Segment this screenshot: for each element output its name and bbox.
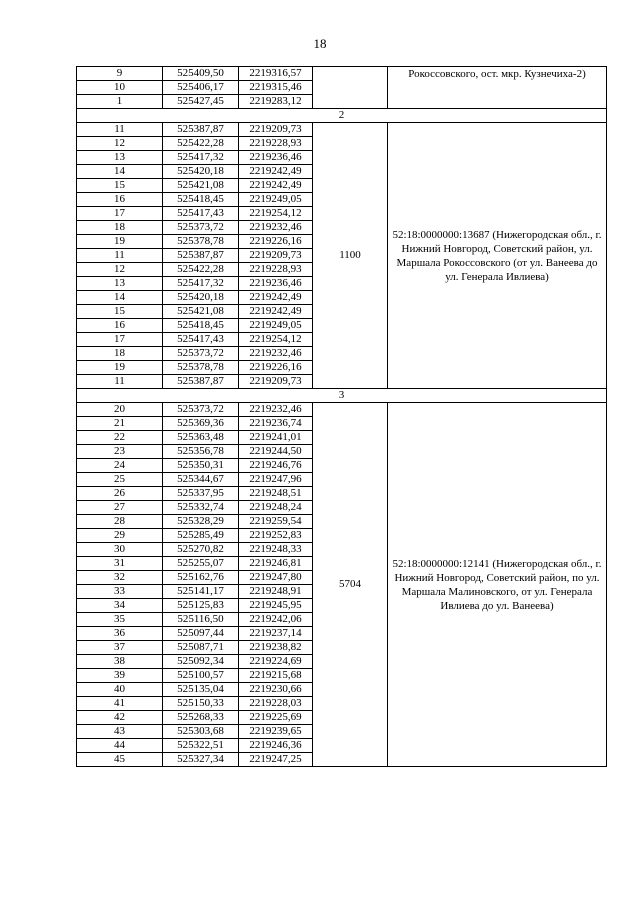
point-number: 13 [77,277,163,291]
point-number: 17 [77,333,163,347]
point-number: 29 [77,529,163,543]
coord-y: 2219209,73 [239,123,313,137]
coord-y: 2219248,51 [239,487,313,501]
coord-y: 2219236,46 [239,277,313,291]
coord-x: 525356,78 [163,445,239,459]
point-number: 10 [77,81,163,95]
table-row [77,67,607,81]
coord-y: 2219247,96 [239,473,313,487]
point-number: 14 [77,165,163,179]
point-number: 11 [77,123,163,137]
coord-x: 525322,51 [163,739,239,753]
area-value: 5704 [313,403,388,767]
point-number: 39 [77,669,163,683]
coord-y: 2219254,12 [239,333,313,347]
point-number: 11 [77,375,163,389]
point-number: 45 [77,753,163,767]
coord-y: 2219226,16 [239,235,313,249]
point-number: 11 [77,249,163,263]
coord-y: 2219242,49 [239,305,313,319]
coord-y: 2219228,93 [239,137,313,151]
coord-y: 2219254,12 [239,207,313,221]
coord-x: 525417,32 [163,277,239,291]
point-number: 19 [77,235,163,249]
point-number: 38 [77,655,163,669]
coord-y: 2219209,73 [239,249,313,263]
coord-x: 525363,48 [163,431,239,445]
point-number: 14 [77,291,163,305]
coord-y: 2219252,83 [239,529,313,543]
coord-x: 525135,04 [163,683,239,697]
coord-x: 525303,68 [163,725,239,739]
coord-y: 2219239,65 [239,725,313,739]
coord-x: 525350,31 [163,459,239,473]
coord-y: 2219244,50 [239,445,313,459]
coord-x: 525141,17 [163,585,239,599]
point-number: 12 [77,137,163,151]
point-number: 35 [77,613,163,627]
coord-x: 525268,33 [163,711,239,725]
point-number: 17 [77,207,163,221]
point-number: 19 [77,361,163,375]
point-number: 16 [77,319,163,333]
coord-y: 2219248,33 [239,543,313,557]
coord-y: 2219246,36 [239,739,313,753]
coord-x: 525100,57 [163,669,239,683]
coord-y: 2219248,24 [239,501,313,515]
coord-y: 2219316,57 [239,67,313,81]
point-number: 24 [77,459,163,473]
point-number: 36 [77,627,163,641]
coord-x: 525087,71 [163,641,239,655]
point-number: 12 [77,263,163,277]
coord-y: 2219232,46 [239,347,313,361]
coordinates-table-body [77,67,607,767]
coord-x: 525162,76 [163,571,239,585]
point-number: 21 [77,417,163,431]
area-value: 1100 [313,123,388,389]
point-number: 22 [77,431,163,445]
page-number: 18 [313,36,327,51]
point-number: 9 [77,67,163,81]
coord-y: 2219215,68 [239,669,313,683]
coord-y: 2219246,76 [239,459,313,473]
coord-x: 525387,87 [163,123,239,137]
coord-y: 2219247,25 [239,753,313,767]
coord-x: 525116,50 [163,613,239,627]
coord-y: 2219236,46 [239,151,313,165]
coord-x: 525125,83 [163,599,239,613]
coord-y: 2219245,95 [239,599,313,613]
point-number: 30 [77,543,163,557]
coord-x: 525270,82 [163,543,239,557]
coord-x: 525422,28 [163,263,239,277]
point-number: 27 [77,501,163,515]
table-row [77,403,607,417]
point-number: 37 [77,641,163,655]
coord-x: 525344,67 [163,473,239,487]
coord-y: 2219283,12 [239,95,313,109]
coord-x: 525369,36 [163,417,239,431]
point-number: 32 [77,571,163,585]
coord-x: 525409,50 [163,67,239,81]
parcel-description: Рокоссовского, ост. мкр. Кузнечиха-2) [388,67,607,109]
coord-y: 2219232,46 [239,221,313,235]
coord-y: 2219237,14 [239,627,313,641]
point-number: 43 [77,725,163,739]
coord-x: 525373,72 [163,221,239,235]
coord-x: 525421,08 [163,305,239,319]
point-number: 13 [77,151,163,165]
coord-x: 525420,18 [163,165,239,179]
coord-y: 2219248,91 [239,585,313,599]
coord-x: 525150,33 [163,697,239,711]
point-number: 15 [77,179,163,193]
coord-x: 525373,72 [163,347,239,361]
coord-x: 525387,87 [163,375,239,389]
coord-x: 525420,18 [163,291,239,305]
coord-x: 525337,95 [163,487,239,501]
coord-y: 2219242,06 [239,613,313,627]
point-number: 15 [77,305,163,319]
point-number: 1 [77,95,163,109]
point-number: 26 [77,487,163,501]
coord-y: 2219226,16 [239,361,313,375]
point-number: 44 [77,739,163,753]
coord-y: 2219259,54 [239,515,313,529]
coord-y: 2219228,93 [239,263,313,277]
coord-y: 2219225,69 [239,711,313,725]
coord-x: 525418,45 [163,319,239,333]
point-number: 31 [77,557,163,571]
point-number: 41 [77,697,163,711]
point-number: 18 [77,347,163,361]
coord-x: 525427,45 [163,95,239,109]
coord-y: 2219236,74 [239,417,313,431]
coord-y: 2219242,49 [239,165,313,179]
table-row [77,123,607,137]
coord-y: 2219241,01 [239,431,313,445]
point-number: 16 [77,193,163,207]
coord-y: 2219249,05 [239,319,313,333]
coord-x: 525418,45 [163,193,239,207]
point-number: 42 [77,711,163,725]
coord-x: 525417,32 [163,151,239,165]
coord-x: 525097,44 [163,627,239,641]
coordinates-table [76,66,607,767]
point-number: 25 [77,473,163,487]
coord-x: 525092,34 [163,655,239,669]
coord-x: 525421,08 [163,179,239,193]
coord-x: 525328,29 [163,515,239,529]
point-number: 28 [77,515,163,529]
point-number: 18 [77,221,163,235]
coord-y: 2219232,46 [239,403,313,417]
section-number: 2 [77,109,607,123]
coord-y: 2219209,73 [239,375,313,389]
coord-x: 525417,43 [163,207,239,221]
point-number: 34 [77,599,163,613]
coord-x: 525285,49 [163,529,239,543]
coord-x: 525406,17 [163,81,239,95]
coord-x: 525332,74 [163,501,239,515]
coord-x: 525387,87 [163,249,239,263]
parcel-description: 52:18:0000000:12141 (Нижегородская обл., г. Нижний Новгород, Советский район, по ул. Маршала Малиновского, от ул. Генерала Ивлиева до ул. Ванеева) [388,403,607,767]
coord-y: 2219238,82 [239,641,313,655]
coord-x: 525422,28 [163,137,239,151]
point-number: 40 [77,683,163,697]
coord-y: 2219230,66 [239,683,313,697]
section-header-row [77,109,607,123]
coord-x: 525373,72 [163,403,239,417]
point-number: 33 [77,585,163,599]
coord-y: 2219242,49 [239,291,313,305]
area-value [313,67,388,109]
coord-y: 2219247,80 [239,571,313,585]
parcel-description: 52:18:0000000:13687 (Нижегородская обл., г. Нижний Новгород, Советский район, ул. Маршала Рокоссовского (от ул. Ванеева до ул. Генерала Ивлиева) [388,123,607,389]
coord-y: 2219242,49 [239,179,313,193]
point-number: 20 [77,403,163,417]
coord-y: 2219228,03 [239,697,313,711]
coord-y: 2219249,05 [239,193,313,207]
coord-x: 525378,78 [163,361,239,375]
coord-y: 2219315,46 [239,81,313,95]
section-number: 3 [77,389,607,403]
coord-y: 2219224,69 [239,655,313,669]
coord-x: 525327,34 [163,753,239,767]
coord-x: 525417,43 [163,333,239,347]
coord-x: 525255,07 [163,557,239,571]
section-header-row [77,389,607,403]
coord-y: 2219246,81 [239,557,313,571]
coord-x: 525378,78 [163,235,239,249]
point-number: 23 [77,445,163,459]
